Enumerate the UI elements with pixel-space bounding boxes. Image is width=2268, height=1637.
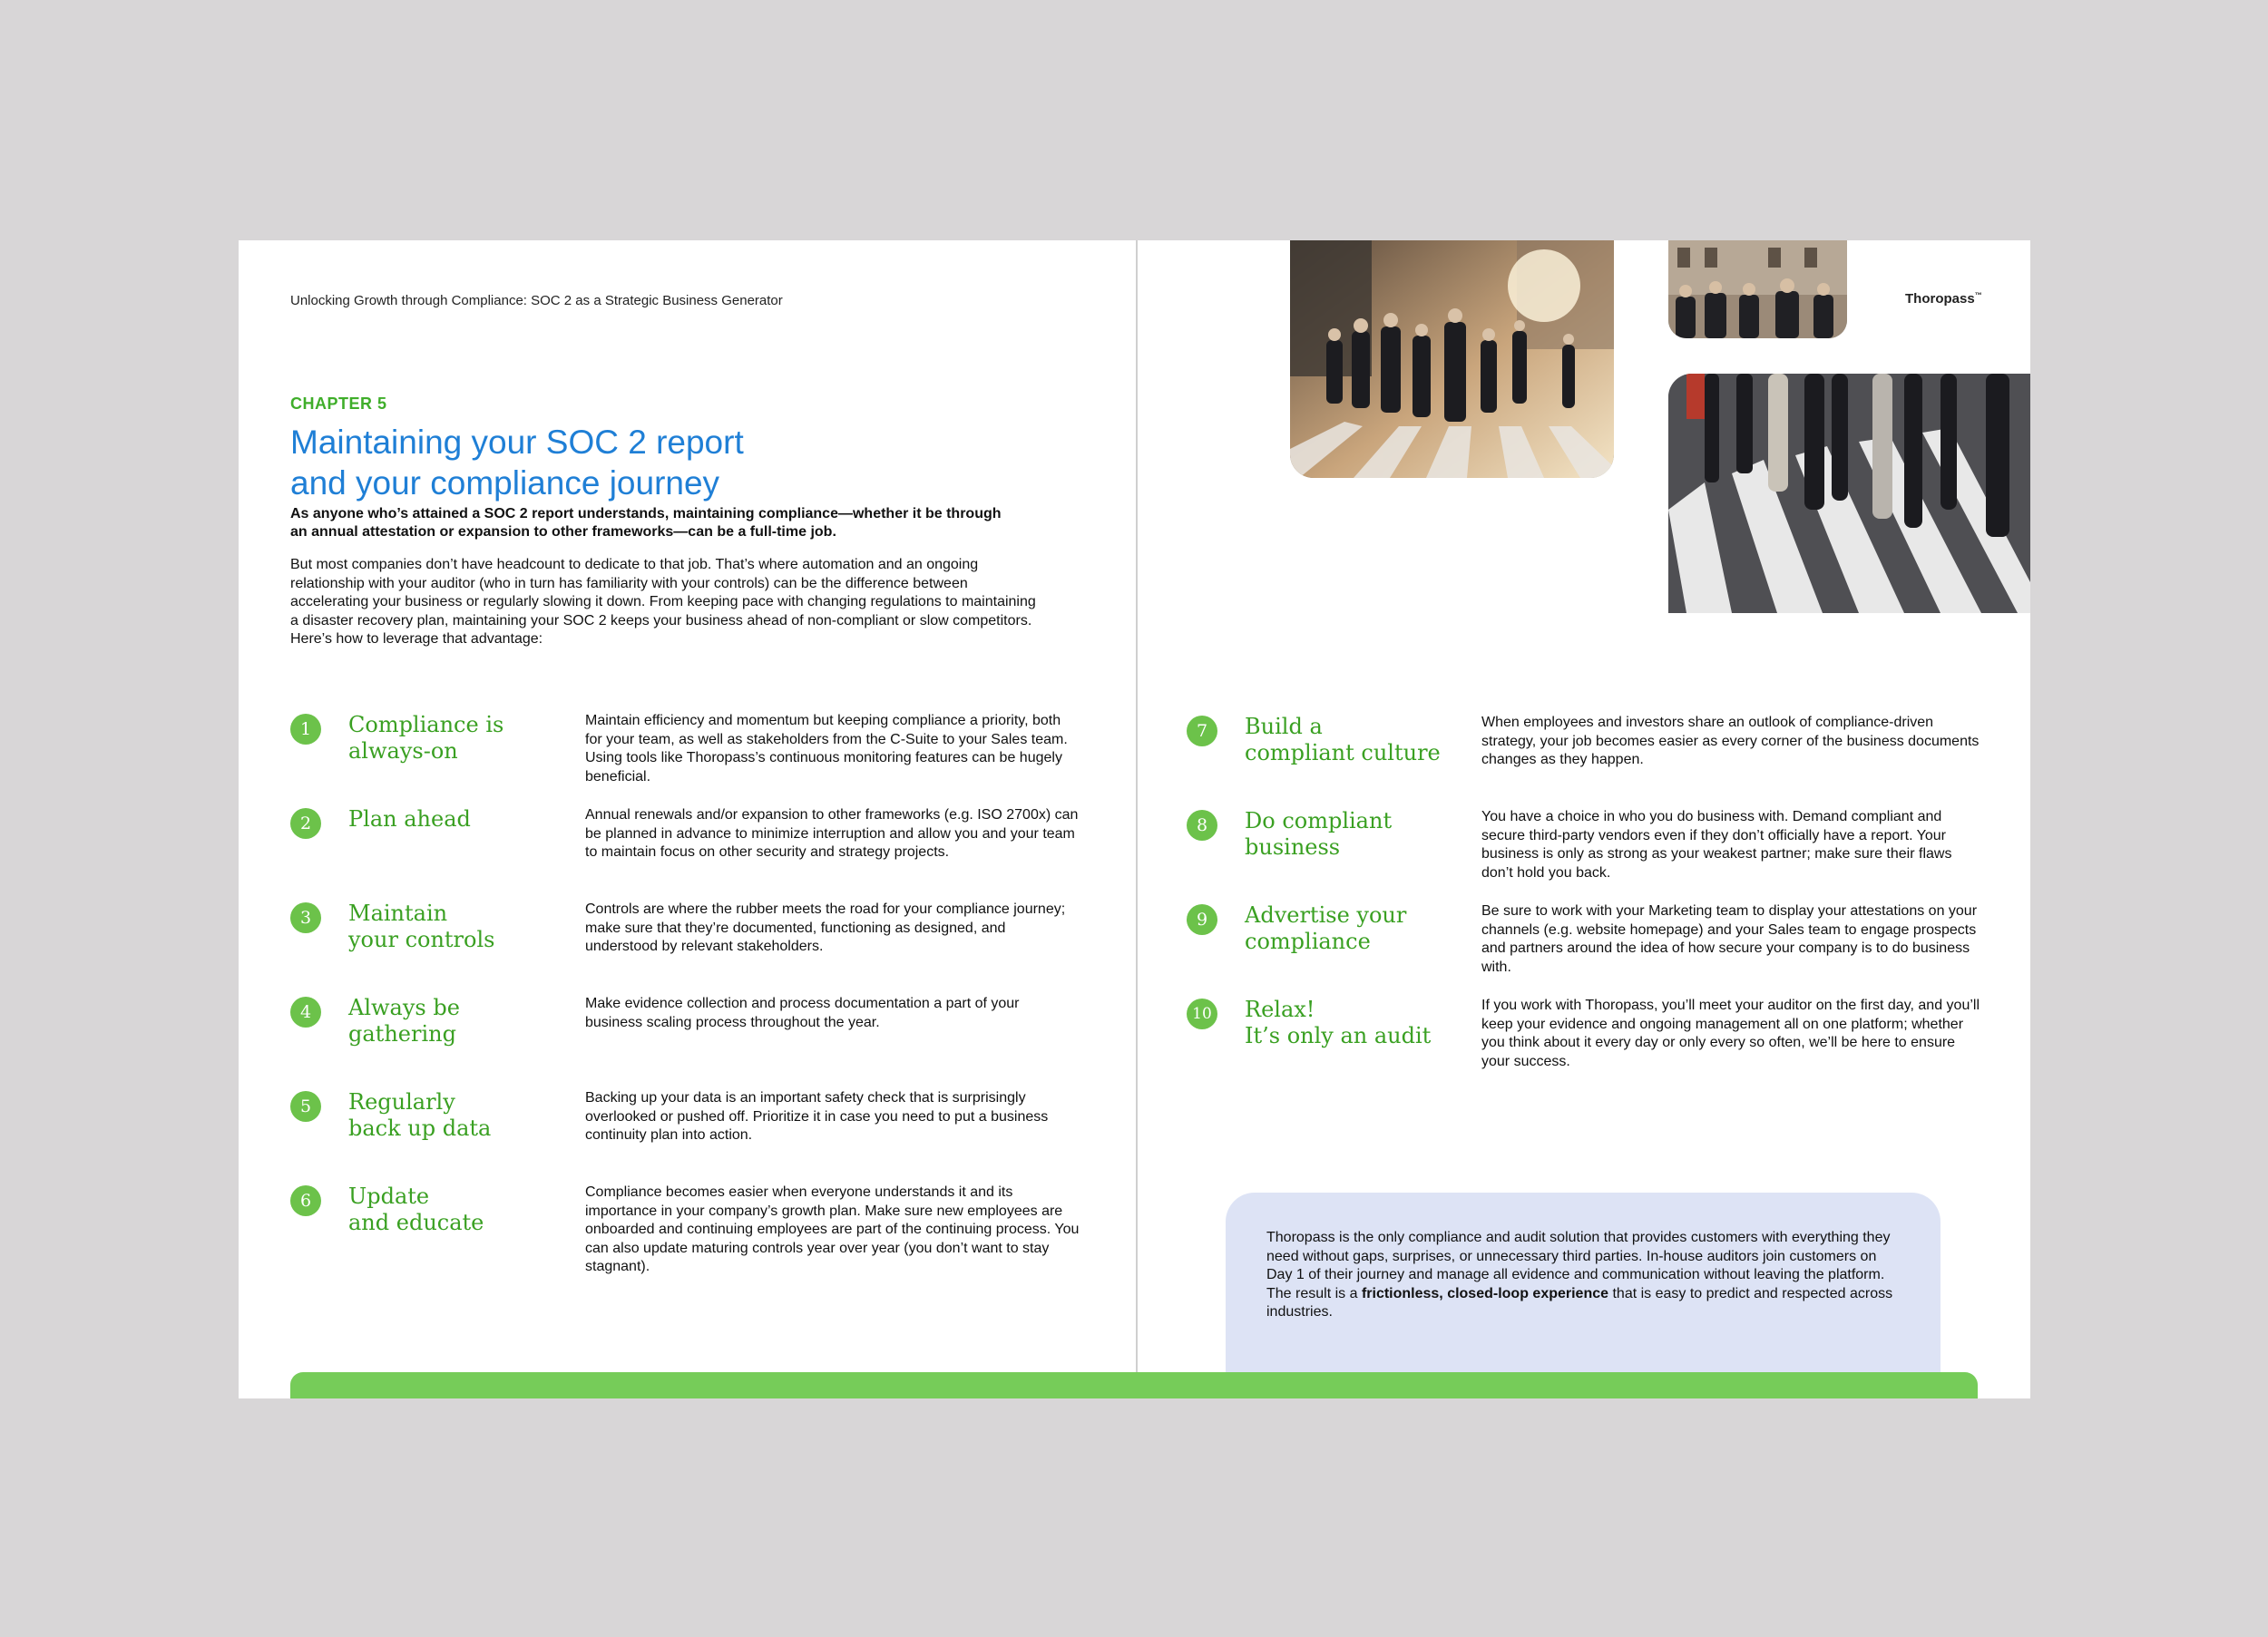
step-9 — [1187, 902, 2003, 975]
step-heading: Update and educate — [348, 1184, 484, 1235]
lead-paragraph: As anyone who’s attained a SOC 2 report understands, maintaining compliance—whether it be through an annual attestation or expansion to other frameworks—can be a full-time job. — [290, 506, 1002, 540]
chapter-label: CHAPTER 5 — [290, 395, 387, 413]
step-number-badge: 8 — [1187, 810, 1217, 841]
step-10 — [1187, 997, 2003, 1069]
step-heading: Advertise your compliance — [1245, 902, 1407, 954]
step-number-badge: 7 — [1187, 716, 1217, 746]
step-heading: Plan ahead — [348, 806, 471, 832]
crosswalk-legs-image — [1668, 374, 2030, 613]
step-7 — [1187, 714, 2003, 786]
company-callout-box — [1226, 1193, 1941, 1398]
step-description: Controls are where the rubber meets the road for your compliance journey; make sure that they’re documented, functioning as designed, and understood by relevant stakeholders. — [585, 901, 1066, 954]
page-fold — [1136, 240, 1138, 1398]
step-8 — [1187, 808, 2003, 881]
running-head: Unlocking Growth through Compliance: SOC 2 as a Strategic Business Generator — [290, 293, 783, 308]
step-description: When employees and investors share an outlook of compliance-driven strategy, your job becomes easier as every corner of the business documents changes as they happen. — [1481, 715, 1980, 767]
step-description: Be sure to work with your Marketing team to display your attestations on your channels (e.g. website homepage) and your Sales team to engage prospects and partners around the idea of how secure your company is to do business with. — [1481, 903, 1978, 975]
step-4 — [290, 995, 1107, 1067]
step-number-badge: 10 — [1187, 999, 1217, 1029]
page-title — [290, 422, 943, 503]
street-crowd-image — [1290, 240, 1614, 478]
step-5 — [290, 1089, 1107, 1162]
step-number-badge: 9 — [1187, 904, 1217, 935]
street-crowd-photo — [1290, 240, 1614, 478]
thoropass-logo: Thoropass™ — [1905, 291, 1982, 307]
step-2 — [290, 806, 1107, 879]
intro-paragraph: But most companies don’t have headcount to dedicate to that job. That’s where automation and an ongoing relationship with your auditor (who in turn has familiarity with your controls) can be the difference between accelerating your business or regularly slowing it down. From keeping pace with changing regulations to maintaining a disaster recovery plan, maintaining your SOC 2 keeps your business ahead of non-compliant or slow competitors. Here’s how to leverage that advantage: — [290, 557, 1036, 647]
step-heading: Regularly back up data — [348, 1089, 492, 1141]
step-description: Backing up your data is an important safety check that is surprisingly overlooked or pushed off. Prioritize it in case you need to put a business continuity plan into action. — [585, 1090, 1049, 1143]
step-number-badge: 1 — [290, 714, 321, 745]
step-number-badge: 4 — [290, 997, 321, 1028]
book-spread — [239, 240, 2030, 1398]
step-number-badge: 3 — [290, 902, 321, 933]
step-heading: Compliance is always-on — [348, 712, 504, 764]
footer-green-bar — [290, 1372, 1978, 1398]
building-crowd-photo — [1668, 240, 1847, 338]
step-description: You have a choice in who you do business with. Demand compliant and secure third-party vendors even if they don’t officially have a report. Your business is only as strong as your weakest partner; make sure their flaws don’t hold you back. — [1481, 809, 1952, 881]
step-heading: Do compliant business — [1245, 808, 1393, 860]
step-heading: Always be gathering — [348, 995, 460, 1047]
step-description: If you work with Thoropass, you’ll meet your auditor on the first day, and you’ll keep your evidence and ongoing management all on one platform; whether you think about it every day or only every so often, we’ll be here to ensure your success. — [1481, 998, 1980, 1069]
title-line-1: Maintaining your SOC 2 report — [290, 424, 744, 461]
callout-emphasis: frictionless, closed-loop experience — [1361, 1285, 1609, 1301]
building-crowd-image — [1668, 240, 1847, 338]
callout-text: Thoropass is the only compliance and audit solution that provides customers with everything they need without gaps, surprises, or unnecessary third parties. In-house auditors join customers on Day 1 of their journey and manage all evidence and communication without leaving the platform. The result is a frictionless, closed-loop experience that is easy to predict and respected across industries. — [1266, 1230, 1893, 1320]
step-heading: Build a compliant culture — [1245, 714, 1441, 765]
step-number-badge: 5 — [290, 1091, 321, 1122]
step-number-badge: 2 — [290, 808, 321, 839]
step-description: Annual renewals and/or expansion to other frameworks (e.g. ISO 2700x) can be planned in advance to minimize interruption and allow you and your team to maintain focus on other security and strategy projects. — [585, 807, 1079, 860]
step-6 — [290, 1184, 1107, 1274]
step-description: Maintain efficiency and momentum but keeping compliance a priority, both for your team, as well as stakeholders from the C-Suite to your Sales team. Using tools like Thoropass’s continuous monitoring features can be hugely beneficial. — [585, 713, 1068, 784]
step-3 — [290, 901, 1107, 973]
step-number-badge: 6 — [290, 1185, 321, 1216]
step-heading: Relax! It’s only an audit — [1245, 997, 1432, 1048]
step-1 — [290, 712, 1107, 784]
title-line-2: and your compliance journey — [290, 464, 720, 502]
step-description: Compliance becomes easier when everyone understands it and its importance in your company’s growth plan. Make sure new employees are onboarded and continuing employees are part of the continuing process. You can also update maturing controls year over year (you don’t want to stay stagnant). — [585, 1184, 1080, 1274]
step-description: Make evidence collection and process documentation a part of your business scaling process throughout the year. — [585, 996, 1020, 1030]
step-heading: Maintain your controls — [348, 901, 495, 952]
crosswalk-legs-photo — [1668, 374, 2030, 613]
